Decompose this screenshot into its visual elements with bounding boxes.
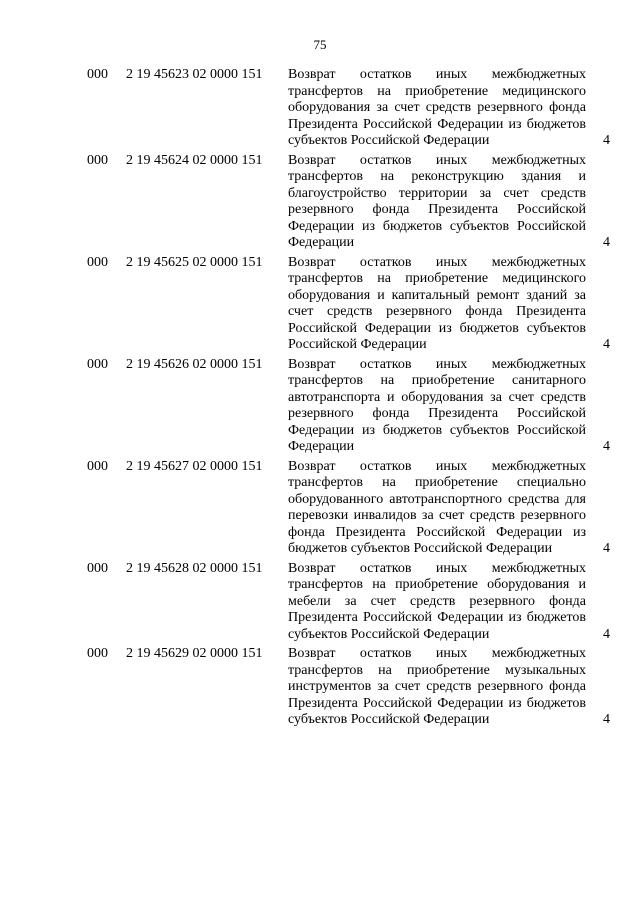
- budget-code-table: [0, 67, 640, 729]
- table-row: [0, 67, 640, 150]
- table-row: [0, 255, 640, 354]
- budget-classification-code: 2 19 45624 02 0000 151: [126, 152, 263, 168]
- admin-code: 000: [87, 458, 108, 474]
- revenue-description: Возврат остатков иных межбюджетных трансфертов на приобретение специально оборудованного автотранспортного средства для перевозки инвалидов за счет средств резервного фонда Президента Российской Федерации из бюджетов субъектов Российской Федерации: [288, 458, 586, 556]
- budget-classification-code: 2 19 45629 02 0000 151: [126, 646, 263, 661]
- admin-code: 000: [87, 67, 108, 82]
- admin-code: 000: [87, 254, 108, 270]
- admin-code: 000: [87, 560, 108, 576]
- row-value: 4: [603, 712, 610, 727]
- row-value: 4: [603, 133, 610, 148]
- admin-code: 000: [87, 356, 108, 372]
- row-value: 4: [603, 337, 610, 352]
- revenue-description: Возврат остатков иных межбюджетных трансфертов на приобретение санитарного автотранспорта и оборудования за счет средств резервного фонда Президента Российской Федерации из бюджетов субъектов Российской Федерации: [288, 356, 586, 454]
- budget-classification-code: 2 19 45625 02 0000 151: [126, 254, 263, 270]
- revenue-description: Возврат остатков иных межбюджетных трансфертов на приобретение оборудования и мебели за счет средств резервного фонда Президента Российской Федерации из бюджетов субъектов Российской Федерации: [288, 560, 586, 642]
- budget-classification-code: 2 19 45626 02 0000 151: [126, 356, 263, 372]
- table-row: [0, 646, 640, 729]
- table-row: [0, 561, 640, 644]
- budget-classification-code: 2 19 45628 02 0000 151: [126, 560, 263, 576]
- row-value: 4: [603, 626, 610, 642]
- budget-classification-code: 2 19 45627 02 0000 151: [126, 458, 263, 474]
- revenue-description: Возврат остатков иных межбюджетных трансфертов на реконструкцию здания и благоустройство территории за счет средств резервного фонда Президента Российской Федерации из бюджетов субъектов Российской Федерации: [288, 152, 586, 250]
- table-row: [0, 357, 640, 456]
- admin-code: 000: [87, 646, 108, 661]
- revenue-description: Возврат остатков иных межбюджетных трансфертов на приобретение медицинского оборудования за счет средств резервного фонда Президента Российской Федерации из бюджетов субъектов Российской Федерации: [288, 67, 586, 148]
- table-row: [0, 153, 640, 252]
- row-value: 4: [603, 235, 610, 250]
- revenue-description: Возврат остатков иных межбюджетных трансфертов на приобретение медицинского оборудования и капитальный ремонт зданий за счет средств резервного фонда Президента Российской Федерации из бюджетов субъектов Российской Федерации: [288, 254, 586, 352]
- revenue-description: Возврат остатков иных межбюджетных трансфертов на приобретение музыкальных инструментов за счет средств резервного фонда Президента Российской Федерации из бюджетов субъектов Российской Федерации: [288, 646, 586, 727]
- page-number: 75: [313, 37, 327, 52]
- admin-code: 000: [87, 152, 108, 168]
- table-row: [0, 459, 640, 558]
- row-value: 4: [603, 541, 610, 556]
- budget-classification-code: 2 19 45623 02 0000 151: [126, 67, 263, 82]
- row-value: 4: [603, 439, 610, 454]
